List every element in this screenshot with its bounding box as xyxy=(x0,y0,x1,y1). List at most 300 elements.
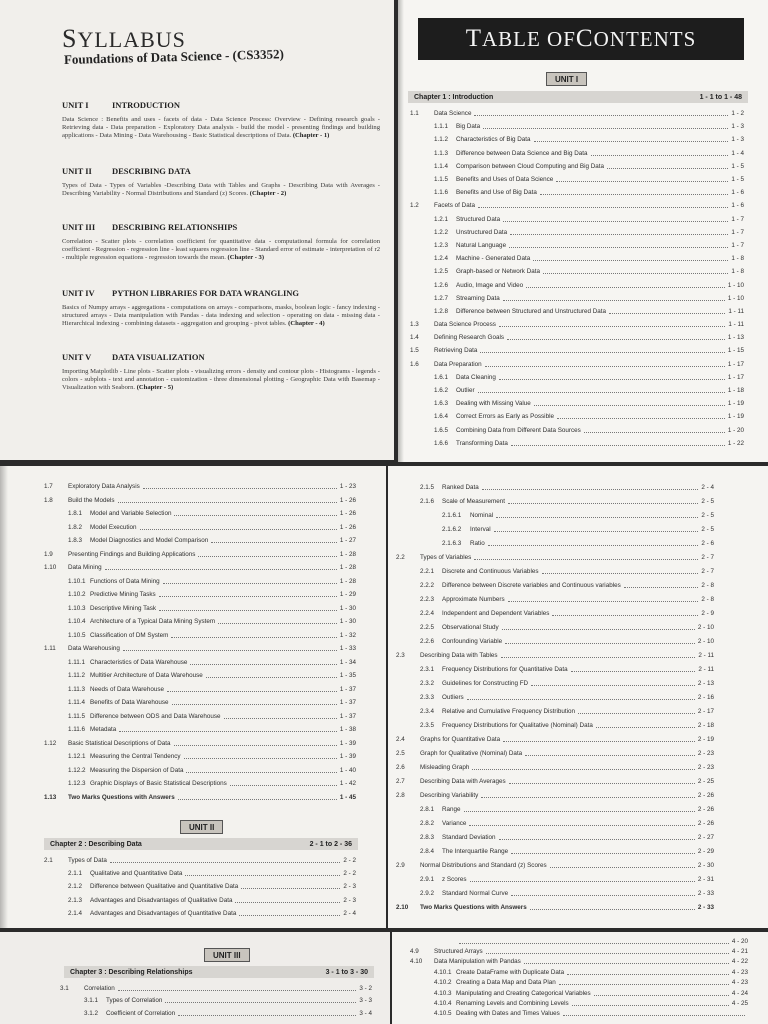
leader-dots xyxy=(235,902,340,903)
section-title: Build the Models xyxy=(68,496,115,504)
section-title: Standard Deviation xyxy=(442,833,496,841)
unit-chapter-ref: (Chapter - 5) xyxy=(136,384,174,391)
section-title: Misleading Graph xyxy=(420,763,470,771)
page-number: 2 - 26 xyxy=(697,819,714,827)
page-number: 1 - 5 xyxy=(731,162,744,170)
section-number: 2.3.3 xyxy=(420,693,435,701)
toc-entry xyxy=(410,437,744,450)
section-number: 1.11.5 xyxy=(68,712,86,720)
leader-dots xyxy=(624,587,699,588)
leader-dots xyxy=(163,583,337,584)
section-title: Types of Variables xyxy=(420,553,472,561)
toc-entry xyxy=(396,788,714,802)
leader-dots xyxy=(508,503,698,504)
leader-dots xyxy=(507,339,725,340)
unit-block xyxy=(62,352,380,392)
leader-dots xyxy=(190,664,336,665)
leader-dots xyxy=(110,862,341,863)
toc-entry xyxy=(396,690,714,704)
section-title: Confounding Variable xyxy=(442,637,503,645)
toc-entry xyxy=(396,676,714,690)
leader-dots xyxy=(474,115,728,116)
section-number: 2.1.2 xyxy=(68,883,83,891)
section-number: 2.4 xyxy=(396,735,405,743)
toc-entry xyxy=(44,777,356,791)
section-number: 2.2.6 xyxy=(420,637,435,645)
toc-page-3 xyxy=(388,466,768,928)
unit-block xyxy=(62,288,380,328)
leader-dots xyxy=(224,718,337,719)
page-number: 1 - 37 xyxy=(339,699,356,707)
page-number: 1 - 34 xyxy=(339,658,356,666)
leader-dots xyxy=(567,974,729,975)
section-number: 1.6 xyxy=(410,360,419,368)
section-title: Characteristics of Big Data xyxy=(456,136,531,144)
section-number: 2.2.5 xyxy=(420,623,435,631)
leader-dots xyxy=(511,895,695,896)
page-number: 2 - 5 xyxy=(701,525,714,533)
page-number: 1 - 7 xyxy=(731,215,744,223)
toc-entry xyxy=(396,704,714,718)
section-number: 1.6.2 xyxy=(434,387,449,395)
page-number: 1 - 33 xyxy=(339,645,356,653)
leader-dots xyxy=(218,623,337,624)
section-title: Structured Data xyxy=(456,215,501,223)
page-number: 1 - 10 xyxy=(727,294,744,302)
section-title: Exploratory Data Analysis xyxy=(68,483,140,491)
unit-topics: Types of Data - Types of Variables -Describing Data with Tables and Graphs - Describing Data with Averages - Describing Variability - Normal Distributions and Standard (z) Scores. xyxy=(62,182,380,197)
unit-number: UNIT IV xyxy=(62,288,95,298)
leader-dots xyxy=(526,287,725,288)
toc-entry xyxy=(410,946,748,956)
unit-name: DESCRIBING DATA xyxy=(112,166,191,176)
leader-dots xyxy=(502,629,695,630)
toc-entry xyxy=(44,880,356,893)
leader-dots xyxy=(525,755,695,756)
section-title: Create DataFrame with Duplicate Data xyxy=(456,968,565,976)
leader-dots xyxy=(511,853,695,854)
section-title: Relative and Cumulative Frequency Distribution xyxy=(442,707,575,715)
section-number: 1.10 xyxy=(44,564,57,572)
page-number: 1 - 19 xyxy=(727,400,744,408)
section-title: Two Marks Questions with Answers xyxy=(68,793,175,801)
section-title: Predictive Mining Tasks xyxy=(90,591,156,599)
toc-entry xyxy=(396,508,714,522)
toc-entry xyxy=(410,186,744,199)
course-subtitle: Foundations of Data Science - (CS3352) xyxy=(63,46,285,67)
page-number: 2 - 9 xyxy=(701,609,714,617)
section-title: Dealing with Dates and Times Values xyxy=(456,1010,560,1018)
leader-dots xyxy=(143,488,337,489)
toc-entry xyxy=(396,816,714,830)
page-number: 1 - 11 xyxy=(728,321,744,329)
section-title: Ranked Data xyxy=(442,483,479,491)
section-number: 1.10.5 xyxy=(68,631,86,639)
section-title: Variance xyxy=(442,819,467,827)
leader-dots xyxy=(239,915,340,916)
section-number: 2.9 xyxy=(396,861,405,869)
leader-dots xyxy=(171,637,337,638)
toc-entry xyxy=(60,995,372,1008)
toc-entry xyxy=(410,978,748,988)
leader-dots xyxy=(499,379,725,380)
page-number: 1 - 19 xyxy=(727,413,744,421)
toc-list-chapter-1 xyxy=(410,107,744,450)
toc-entry xyxy=(396,578,714,592)
section-title: Presenting Findings and Building Applications xyxy=(68,550,196,558)
page-number: 1 - 3 xyxy=(731,136,744,144)
section-title: Architecture of a Typical Data Mining System xyxy=(90,618,216,626)
leader-dots xyxy=(543,273,728,274)
page-number: 4 - 21 xyxy=(731,948,748,956)
leader-dots xyxy=(165,1002,356,1003)
section-number: 1.1.4 xyxy=(434,162,449,170)
section-title: Machine - Generated Data xyxy=(456,255,531,263)
toc-entry xyxy=(396,830,714,844)
page-number: 2 - 10 xyxy=(697,623,714,631)
section-number: 2.8.1 xyxy=(420,805,435,813)
toc-entry xyxy=(44,669,356,683)
leader-dots xyxy=(556,181,728,182)
section-number: 2.2.2 xyxy=(420,581,435,589)
leader-dots xyxy=(508,601,699,602)
page-number: 2 - 8 xyxy=(701,595,714,603)
toc-entry xyxy=(44,521,356,535)
section-number: 3.1 xyxy=(60,984,69,992)
section-title: Unstructured Data xyxy=(456,228,508,236)
section-number: 4.10.1 xyxy=(434,968,452,976)
leader-dots xyxy=(524,963,729,964)
section-title: Data Science xyxy=(434,110,472,118)
toc-entry xyxy=(410,133,744,146)
section-title: Streaming Data xyxy=(456,294,500,302)
section-number: 1.2.3 xyxy=(434,241,449,249)
page-shadow xyxy=(398,0,404,462)
unit-chapter-ref: (Chapter - 1) xyxy=(292,132,330,139)
section-number: 1.1 xyxy=(410,110,419,118)
section-number: 1.6.3 xyxy=(434,400,449,408)
toc-entry xyxy=(396,732,714,746)
page-number: 1 - 28 xyxy=(339,564,356,572)
page-number: 2 - 23 xyxy=(697,749,714,757)
page-number: 2 - 16 xyxy=(697,693,714,701)
toc-entry xyxy=(44,764,356,778)
section-number: 2.2.3 xyxy=(420,595,435,603)
leader-dots xyxy=(483,128,728,129)
page-number: 1 - 42 xyxy=(339,780,356,788)
section-title: Qualitative and Quantitative Data xyxy=(90,870,183,878)
page-number: 2 - 7 xyxy=(701,553,714,561)
unit-heading xyxy=(62,352,380,362)
page-number: 2 - 11 xyxy=(698,651,714,659)
section-number: 1.8.3 xyxy=(68,537,83,545)
leader-dots xyxy=(159,610,337,611)
section-title: Interval xyxy=(470,525,491,533)
section-number: 2.6 xyxy=(396,763,405,771)
toc-page-4 xyxy=(0,932,390,1024)
leader-dots xyxy=(206,677,337,678)
section-title: Discrete and Continuous Variables xyxy=(442,567,539,575)
toc-entry xyxy=(396,858,714,872)
toc-entry xyxy=(44,737,356,751)
section-number: 4.10.5 xyxy=(434,1010,452,1018)
leader-dots xyxy=(123,650,337,651)
toc-entry xyxy=(410,410,744,423)
leader-dots xyxy=(482,489,699,490)
toc-entry xyxy=(410,318,744,331)
section-title: Transforming Data xyxy=(456,439,508,447)
section-number: 1.2 xyxy=(410,202,419,210)
leader-dots xyxy=(596,727,695,728)
leader-dots xyxy=(178,1015,356,1016)
leader-dots xyxy=(241,888,340,889)
section-number: 2.8.3 xyxy=(420,833,435,841)
page-number: 2 - 3 xyxy=(343,896,356,904)
section-number: 2.2.4 xyxy=(420,609,435,617)
page-number: 2 - 4 xyxy=(701,483,714,491)
section-title: The Interquartile Range xyxy=(442,847,509,855)
section-number: 2.10 xyxy=(396,903,409,911)
section-number: 2.1.6.3 xyxy=(442,539,462,547)
page-number: 1 - 26 xyxy=(339,496,356,504)
leader-dots xyxy=(478,392,725,393)
leader-dots xyxy=(509,783,695,784)
section-number: 2.8.2 xyxy=(420,819,435,827)
page-number: 2 - 5 xyxy=(701,497,714,505)
leader-dots xyxy=(563,1015,745,1016)
toc-entry xyxy=(44,548,356,562)
section-number: 3.1.1 xyxy=(84,997,99,1005)
section-title: Multitier Architecture of Data Warehouse xyxy=(90,672,203,680)
section-number: 2.3.1 xyxy=(420,665,435,673)
section-number: 1.10.3 xyxy=(68,604,86,612)
section-number: 1.12.2 xyxy=(68,766,86,774)
page-number: 2 - 25 xyxy=(697,777,714,785)
section-number: 2.1.4 xyxy=(68,909,83,917)
section-title: Difference between ODS and Data Warehouse xyxy=(90,712,221,720)
leader-dots xyxy=(499,326,725,327)
unit-description xyxy=(62,182,380,198)
toc-entry xyxy=(410,358,744,371)
section-number: 1.6.4 xyxy=(434,413,449,421)
page-number: 1 - 20 xyxy=(727,426,744,434)
syllabus-page xyxy=(0,0,394,460)
section-title: Data Science Process xyxy=(434,321,496,329)
section-number: 2.1 xyxy=(44,857,53,865)
section-number: 4.10.3 xyxy=(434,989,452,997)
page-number: 1 - 28 xyxy=(339,550,356,558)
section-title: Metadata xyxy=(90,726,117,734)
section-number: 1.2.1 xyxy=(434,215,449,223)
section-number: 1.4 xyxy=(410,334,419,342)
toc-entry xyxy=(396,844,714,858)
section-number: 2.9.1 xyxy=(420,875,435,883)
toc-list-chapter-4 xyxy=(410,936,748,1019)
section-title: Data Mining xyxy=(68,564,102,572)
section-title: Big Data xyxy=(456,123,481,131)
unit-iii-tag: UNIT III xyxy=(204,948,250,962)
toc-entry xyxy=(396,872,714,886)
toc-entry xyxy=(410,173,744,186)
toc-page-1 xyxy=(398,0,768,462)
toc-entry xyxy=(396,536,714,550)
leader-dots xyxy=(503,221,728,222)
section-title: Range xyxy=(442,805,461,813)
leader-dots xyxy=(559,984,729,985)
toc-entry xyxy=(44,629,356,643)
toc-entry xyxy=(44,575,356,589)
toc-entry xyxy=(410,998,748,1008)
leader-dots xyxy=(470,881,695,882)
toc-entry xyxy=(44,750,356,764)
toc-entry xyxy=(396,620,714,634)
page-number: 2 - 31 xyxy=(697,875,714,883)
page-number: 1 - 39 xyxy=(339,753,356,761)
page-number: 1 - 27 xyxy=(339,537,356,545)
page-number: 2 - 3 xyxy=(343,883,356,891)
page-number: 2 - 5 xyxy=(701,511,714,519)
leader-dots xyxy=(542,573,699,574)
section-title: Characteristics of Data Warehouse xyxy=(90,658,188,666)
page-number: 1 - 26 xyxy=(339,510,356,518)
unit-chapter-ref: (Chapter - 3) xyxy=(227,254,265,261)
leader-dots xyxy=(503,741,695,742)
section-title: Difference between Data Science and Big Data xyxy=(456,149,588,157)
toc-entry xyxy=(410,1009,748,1019)
section-number: 1.6.1 xyxy=(434,373,449,381)
section-title: Data Preparation xyxy=(434,360,482,368)
section-title: Data Warehousing xyxy=(68,645,120,653)
toc-entry xyxy=(396,746,714,760)
leader-dots xyxy=(478,207,728,208)
section-number: 2.3.4 xyxy=(420,707,435,715)
leader-dots xyxy=(571,671,696,672)
section-title: Observational Study xyxy=(442,623,499,631)
page-number: 2 - 26 xyxy=(697,805,714,813)
page-number: 2 - 26 xyxy=(697,791,714,799)
leader-dots xyxy=(174,745,337,746)
section-number: 1.7 xyxy=(44,483,53,491)
page-number: 2 - 13 xyxy=(697,679,714,687)
page-number: 2 - 33 xyxy=(697,889,714,897)
section-title: Comparison between Cloud Computing and Big Data xyxy=(456,162,605,170)
toc-entry xyxy=(410,936,748,946)
section-title: Guidelines for Constructing FD xyxy=(442,679,529,687)
syllabus-title: SYLLABUS xyxy=(62,24,186,53)
leader-dots xyxy=(557,418,725,419)
toc-entry xyxy=(410,371,744,384)
page-number: 4 - 25 xyxy=(731,1000,748,1008)
toc-entry xyxy=(44,588,356,602)
unit-number: UNIT I xyxy=(62,100,89,110)
leader-dots xyxy=(552,615,698,616)
section-title: Benefits and Uses of Data Science xyxy=(456,176,554,184)
section-title: Advantages and Disadvantages of Quantitative Data xyxy=(90,909,237,917)
section-number: 2.3 xyxy=(396,651,405,659)
unit-number: UNIT V xyxy=(62,352,92,362)
unit-name: DESCRIBING RELATIONSHIPS xyxy=(112,222,238,232)
page-number: 2 - 23 xyxy=(697,763,714,771)
section-title: Coefficient of Correlation xyxy=(106,1009,176,1017)
toc-entry xyxy=(44,723,356,737)
toc-entry xyxy=(396,886,714,900)
section-number: 1.11.1 xyxy=(68,658,86,666)
section-title: Outlier xyxy=(456,387,475,395)
toc-entry xyxy=(410,213,744,226)
section-title: Natural Language xyxy=(456,241,507,249)
leader-dots xyxy=(211,542,337,543)
toc-entry xyxy=(410,120,744,133)
section-title: Facets of Data xyxy=(434,202,475,210)
section-number: 1.9 xyxy=(44,550,53,558)
toc-page-2 xyxy=(0,466,386,928)
section-number: 1.12.3 xyxy=(68,780,86,788)
section-number: 4.10.2 xyxy=(434,979,452,987)
section-number: 1.12.1 xyxy=(68,753,86,761)
section-number: 4.10.4 xyxy=(434,1000,452,1008)
leader-dots xyxy=(550,867,695,868)
section-number: 3.1.2 xyxy=(84,1009,99,1017)
page-number: 1 - 39 xyxy=(339,739,356,747)
page-number: 1 - 6 xyxy=(731,202,744,210)
section-title: Retrieving Data xyxy=(434,347,478,355)
section-title: Basic Statistical Descriptions of Data xyxy=(68,739,171,747)
page-number: 1 - 8 xyxy=(731,255,744,263)
page-number: 1 - 10 xyxy=(727,281,744,289)
leader-dots xyxy=(467,699,695,700)
page-number: 1 - 22 xyxy=(727,439,744,447)
section-title: Measuring the Central Tendency xyxy=(90,753,181,761)
unit-heading xyxy=(62,166,380,176)
section-title: Types of Data xyxy=(68,857,107,865)
section-title: Ratio xyxy=(470,539,485,547)
section-title: Benefits and Use of Big Data xyxy=(456,189,537,197)
page-number: 1 - 28 xyxy=(339,577,356,585)
toc-list-chapter-3 xyxy=(60,982,372,1020)
leader-dots xyxy=(481,797,695,798)
unit-heading xyxy=(62,222,380,232)
section-number: 1.5 xyxy=(410,347,419,355)
page-number: 1 - 23 xyxy=(339,483,356,491)
page-number: 4 - 22 xyxy=(731,958,748,966)
section-title: Frequency Distributions for Quantitative Data xyxy=(442,665,568,673)
section-title: Frequency Distributions for Qualitative (Nominal) Data xyxy=(442,721,593,729)
chapter-1-header: Chapter 1 : Introduction 1 - 1 to 1 - 48 xyxy=(408,91,748,103)
section-title: Approximate Numbers xyxy=(442,595,505,603)
page-number: 2 - 30 xyxy=(697,861,714,869)
section-title: Graph for Qualitative (Nominal) Data xyxy=(420,749,523,757)
section-number: 2.1.5 xyxy=(420,483,435,491)
toc-entry xyxy=(44,656,356,670)
toc-entry xyxy=(44,791,356,805)
leader-dots xyxy=(510,234,728,235)
leader-dots xyxy=(503,300,725,301)
page-number: 1 - 17 xyxy=(727,360,744,368)
toc-entry xyxy=(396,718,714,732)
toc-entry xyxy=(410,331,744,344)
section-title: Model Diagnostics and Model Comparison xyxy=(90,537,209,545)
section-title: Manipulating and Creating Categorical Variables xyxy=(456,989,591,997)
unit-heading xyxy=(62,100,380,110)
toc-entry xyxy=(396,480,714,494)
section-number: 2.1.6 xyxy=(420,497,435,505)
unit-topics: Importing Matplotlib - Line plots - Scatter plots - visualizing errors - density and contour plots - Histograms - legends - colors - subplots - text and annotation - customization - three dimensional plotting - Geographic Data with Basemap - Visualization with Seaborn. xyxy=(62,368,380,391)
leader-dots xyxy=(469,825,695,826)
leader-dots xyxy=(485,366,725,367)
page-number: 3 - 4 xyxy=(359,1009,372,1017)
toc-entry xyxy=(410,305,744,318)
section-title: Correct Errors as Early as Possible xyxy=(456,413,554,421)
